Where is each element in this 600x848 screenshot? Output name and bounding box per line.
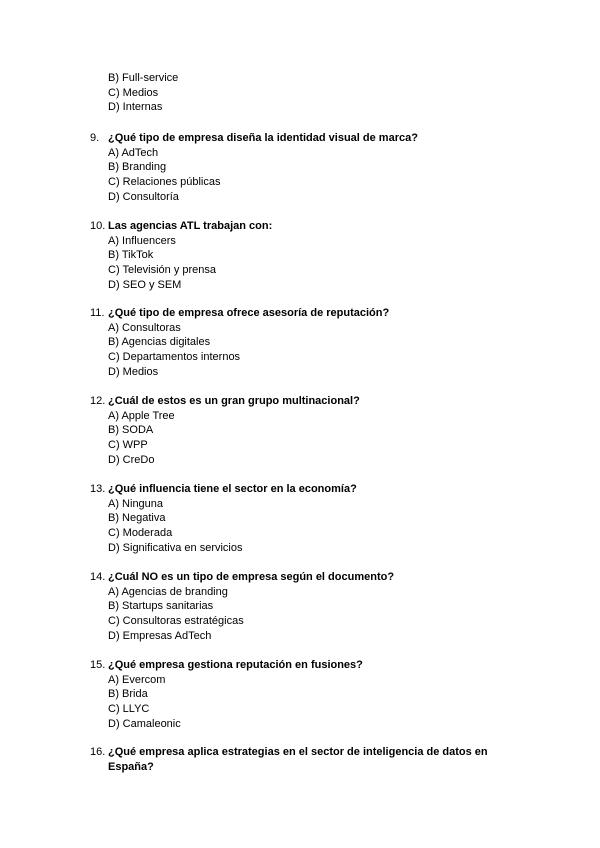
question-14 [90, 570, 510, 643]
option: B) Branding [108, 161, 167, 174]
option: A) Apple Tree [108, 409, 175, 422]
question-text: ¿Qué empresa gestiona reputación en fusiones? [108, 659, 363, 671]
question-number: 14. [90, 571, 106, 583]
option: B) TikTok [108, 249, 154, 262]
question-13 [90, 482, 510, 555]
option: B) Full-service [108, 72, 179, 84]
option: D) Consultoría [108, 190, 179, 203]
question-text: ¿Cuál de estos es un gran grupo multinacional? [108, 395, 360, 407]
option: C) Moderada [108, 527, 173, 540]
option-list [90, 585, 510, 644]
question-heading [90, 306, 510, 321]
option: B) Brida [108, 688, 148, 701]
option: C) Medios [108, 86, 159, 99]
question-12 [90, 394, 510, 467]
question-text: Las agencias ATL trabajan con: [108, 220, 273, 232]
option: A) Consultoras [108, 321, 181, 334]
option: C) Departamentos internos [108, 351, 241, 364]
question-number: 9. [90, 132, 100, 144]
option: A) Agencias de branding [108, 585, 228, 598]
option: B) Agencias digitales [108, 336, 211, 349]
option: D) Internas [108, 101, 163, 114]
option: D) SEO y SEM [108, 278, 182, 291]
question-number: 16. [90, 746, 106, 758]
question-text: ¿Qué tipo de empresa diseña la identidad visual de marca? [108, 132, 418, 144]
option: C) LLYC [108, 703, 150, 716]
option: B) Negativa [108, 512, 166, 525]
option-list [90, 321, 510, 380]
question-heading [90, 131, 510, 146]
option: D) Significativa en servicios [108, 541, 243, 554]
question-heading [90, 482, 510, 497]
question-10 [90, 219, 510, 292]
question-16 [90, 745, 510, 774]
option-list [90, 497, 510, 556]
question-number: 12. [90, 395, 106, 407]
option: C) Relaciones públicas [108, 176, 221, 189]
question-number: 15. [90, 659, 106, 671]
option: D) Medios [108, 365, 159, 378]
question-9 [90, 131, 510, 204]
question-15 [90, 658, 510, 731]
option: D) Camaleonic [108, 717, 181, 730]
option: C) WPP [108, 439, 148, 452]
option: A) Evercom [108, 673, 166, 686]
option: A) AdTech [108, 146, 159, 159]
question-text: ¿Qué influencia tiene el sector en la economía? [108, 483, 357, 495]
carryover-options [108, 71, 178, 115]
question-heading [90, 570, 510, 585]
question-11 [90, 306, 510, 379]
question-number: 10. [90, 220, 106, 232]
option: B) SODA [108, 424, 154, 437]
option: D) Empresas AdTech [108, 629, 212, 642]
option: D) CreDo [108, 453, 155, 466]
option: C) Consultoras estratégicas [108, 615, 244, 628]
option: B) Startups sanitarias [108, 600, 214, 613]
question-heading [90, 219, 510, 234]
option: A) Ninguna [108, 497, 164, 510]
question-text: ¿Qué tipo de empresa ofrece asesoría de reputación? [108, 307, 390, 319]
option-list [90, 234, 510, 293]
question-number: 13. [90, 483, 106, 495]
option-list [90, 673, 510, 732]
option: A) Influencers [108, 234, 176, 247]
question-heading [90, 394, 510, 409]
question-heading [90, 658, 510, 673]
question-heading [90, 745, 510, 774]
option-list [90, 409, 510, 468]
question-number: 11. [90, 307, 105, 319]
question-text: ¿Cuál NO es un tipo de empresa según el documento? [108, 571, 395, 583]
question-text: ¿Qué empresa aplica estrategias en el sector de inteligencia de datos en España? [108, 746, 488, 773]
option: C) Televisión y prensa [108, 264, 217, 277]
option-list [90, 146, 510, 205]
